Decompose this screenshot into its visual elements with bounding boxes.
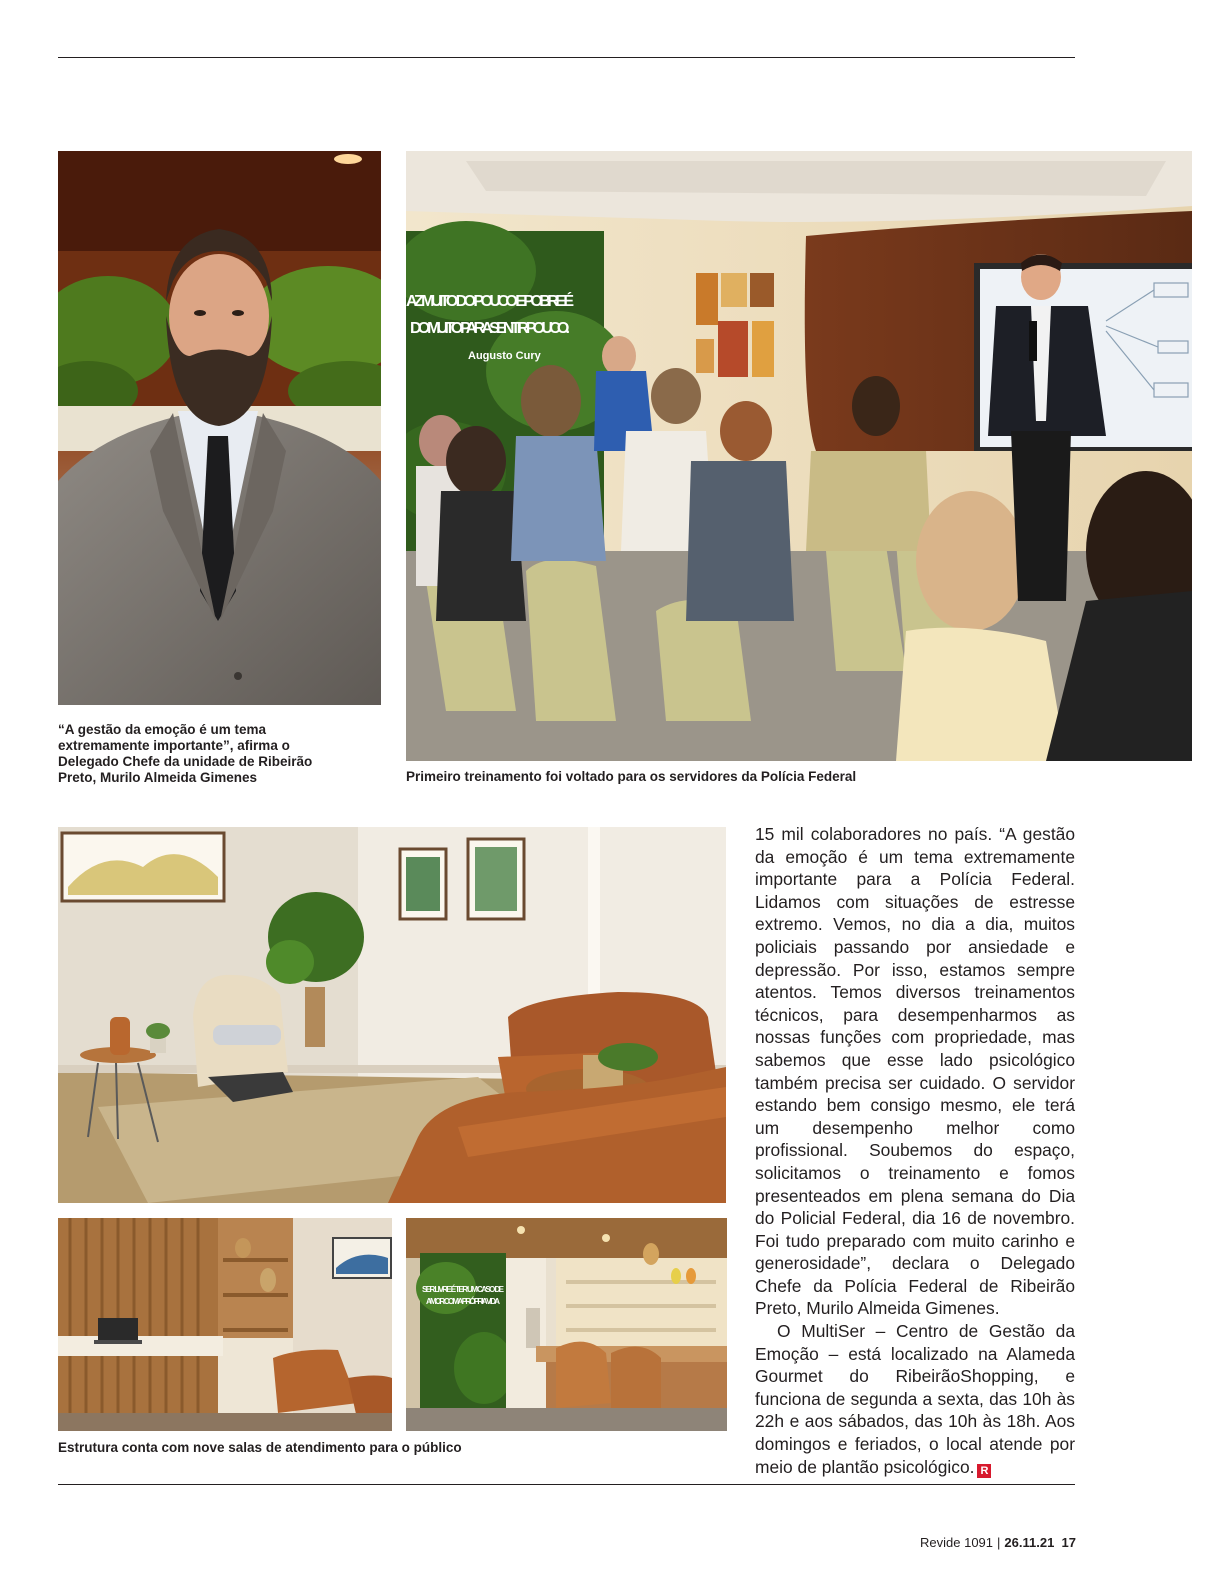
rooms-caption: Estrutura conta com nove salas de atendimento para o público: [58, 1440, 462, 1455]
article-paragraph-2: [755, 1320, 1075, 1478]
article-paragraph-1: 15 mil colaboradores no país. “A gestão da emoção é um tema extremamente importante para a Polícia Federal. Lidamos com situações de estresse extremo. Vemos, no dia a dia, muitos policiais passando por ansiedade e depressão. Por isso, estamos sempre atentos. Temos diversos treinamentos técnicos, para desempenharmos as nossas funções com propriedade, mas sabemos que esse lado psicológico também precisa ser cuidado. O servidor estando bem consigo mesmo, ele terá um desempenho melhor como profissional. Soubemos do espaço, solicitamos o treinamento e fomos presenteados em plena semana do Dia do Policial Federal, dia 16 de novembro. Foi tudo preparado com muito carinho e generosidade”, declara o Delegado Chefe da Polícia Federal de Ribeirão Preto, Murilo Almeida Gimenes.: [755, 824, 1075, 1319]
page-footer: [920, 1535, 1076, 1550]
article-column: [755, 823, 1075, 1478]
bottom-rule: [58, 1484, 1075, 1485]
issue-date: 26.11.21: [1004, 1535, 1055, 1550]
training-wall-line-2: DO MUITO PARA SENTIR POUCO.: [410, 320, 570, 337]
portrait-caption: “A gestão da emoção é um tema extremamente importante”, afirma o Delegado Chefe da unidade de Ribeirão Preto, Murilo Almeida Gimenes: [58, 722, 313, 785]
training-photo: [406, 151, 1192, 761]
end-of-article-icon: R: [977, 1464, 991, 1478]
portrait-photo: [58, 151, 381, 705]
reception-wall-line-1: SER LIVRE É TER UM CASO DE: [422, 1285, 504, 1294]
footer-separator: |: [997, 1535, 1001, 1550]
training-caption: Primeiro treinamento foi voltado para os servidores da Polícia Federal: [406, 769, 857, 784]
top-rule: [58, 57, 1075, 58]
reception-photo: [406, 1218, 727, 1431]
lounge-photo: [58, 827, 726, 1203]
article-paragraph-2-text: O MultiSer – Centro de Gestão da Emoção – está localizado na Alameda Gourmet do RibeirãoShopping, e funciona de segunda a sexta, das 10h às 22h e aos sábados, das 10h às 18h. Aos domingos e feriados, o local atende por meio de plantão psicológico.: [755, 1321, 1075, 1477]
training-wall-line-1: AZ MUITO DO POUCO E POBRE É: [406, 293, 574, 310]
page-number: 17: [1061, 1535, 1076, 1550]
office-photo: [58, 1218, 392, 1431]
publication-name: Revide 1091: [920, 1535, 994, 1550]
training-wall-line-3: Augusto Cury: [468, 350, 541, 362]
reception-wall-line-2: AMOR COM A PRÓPRIA VIDA: [426, 1297, 500, 1306]
